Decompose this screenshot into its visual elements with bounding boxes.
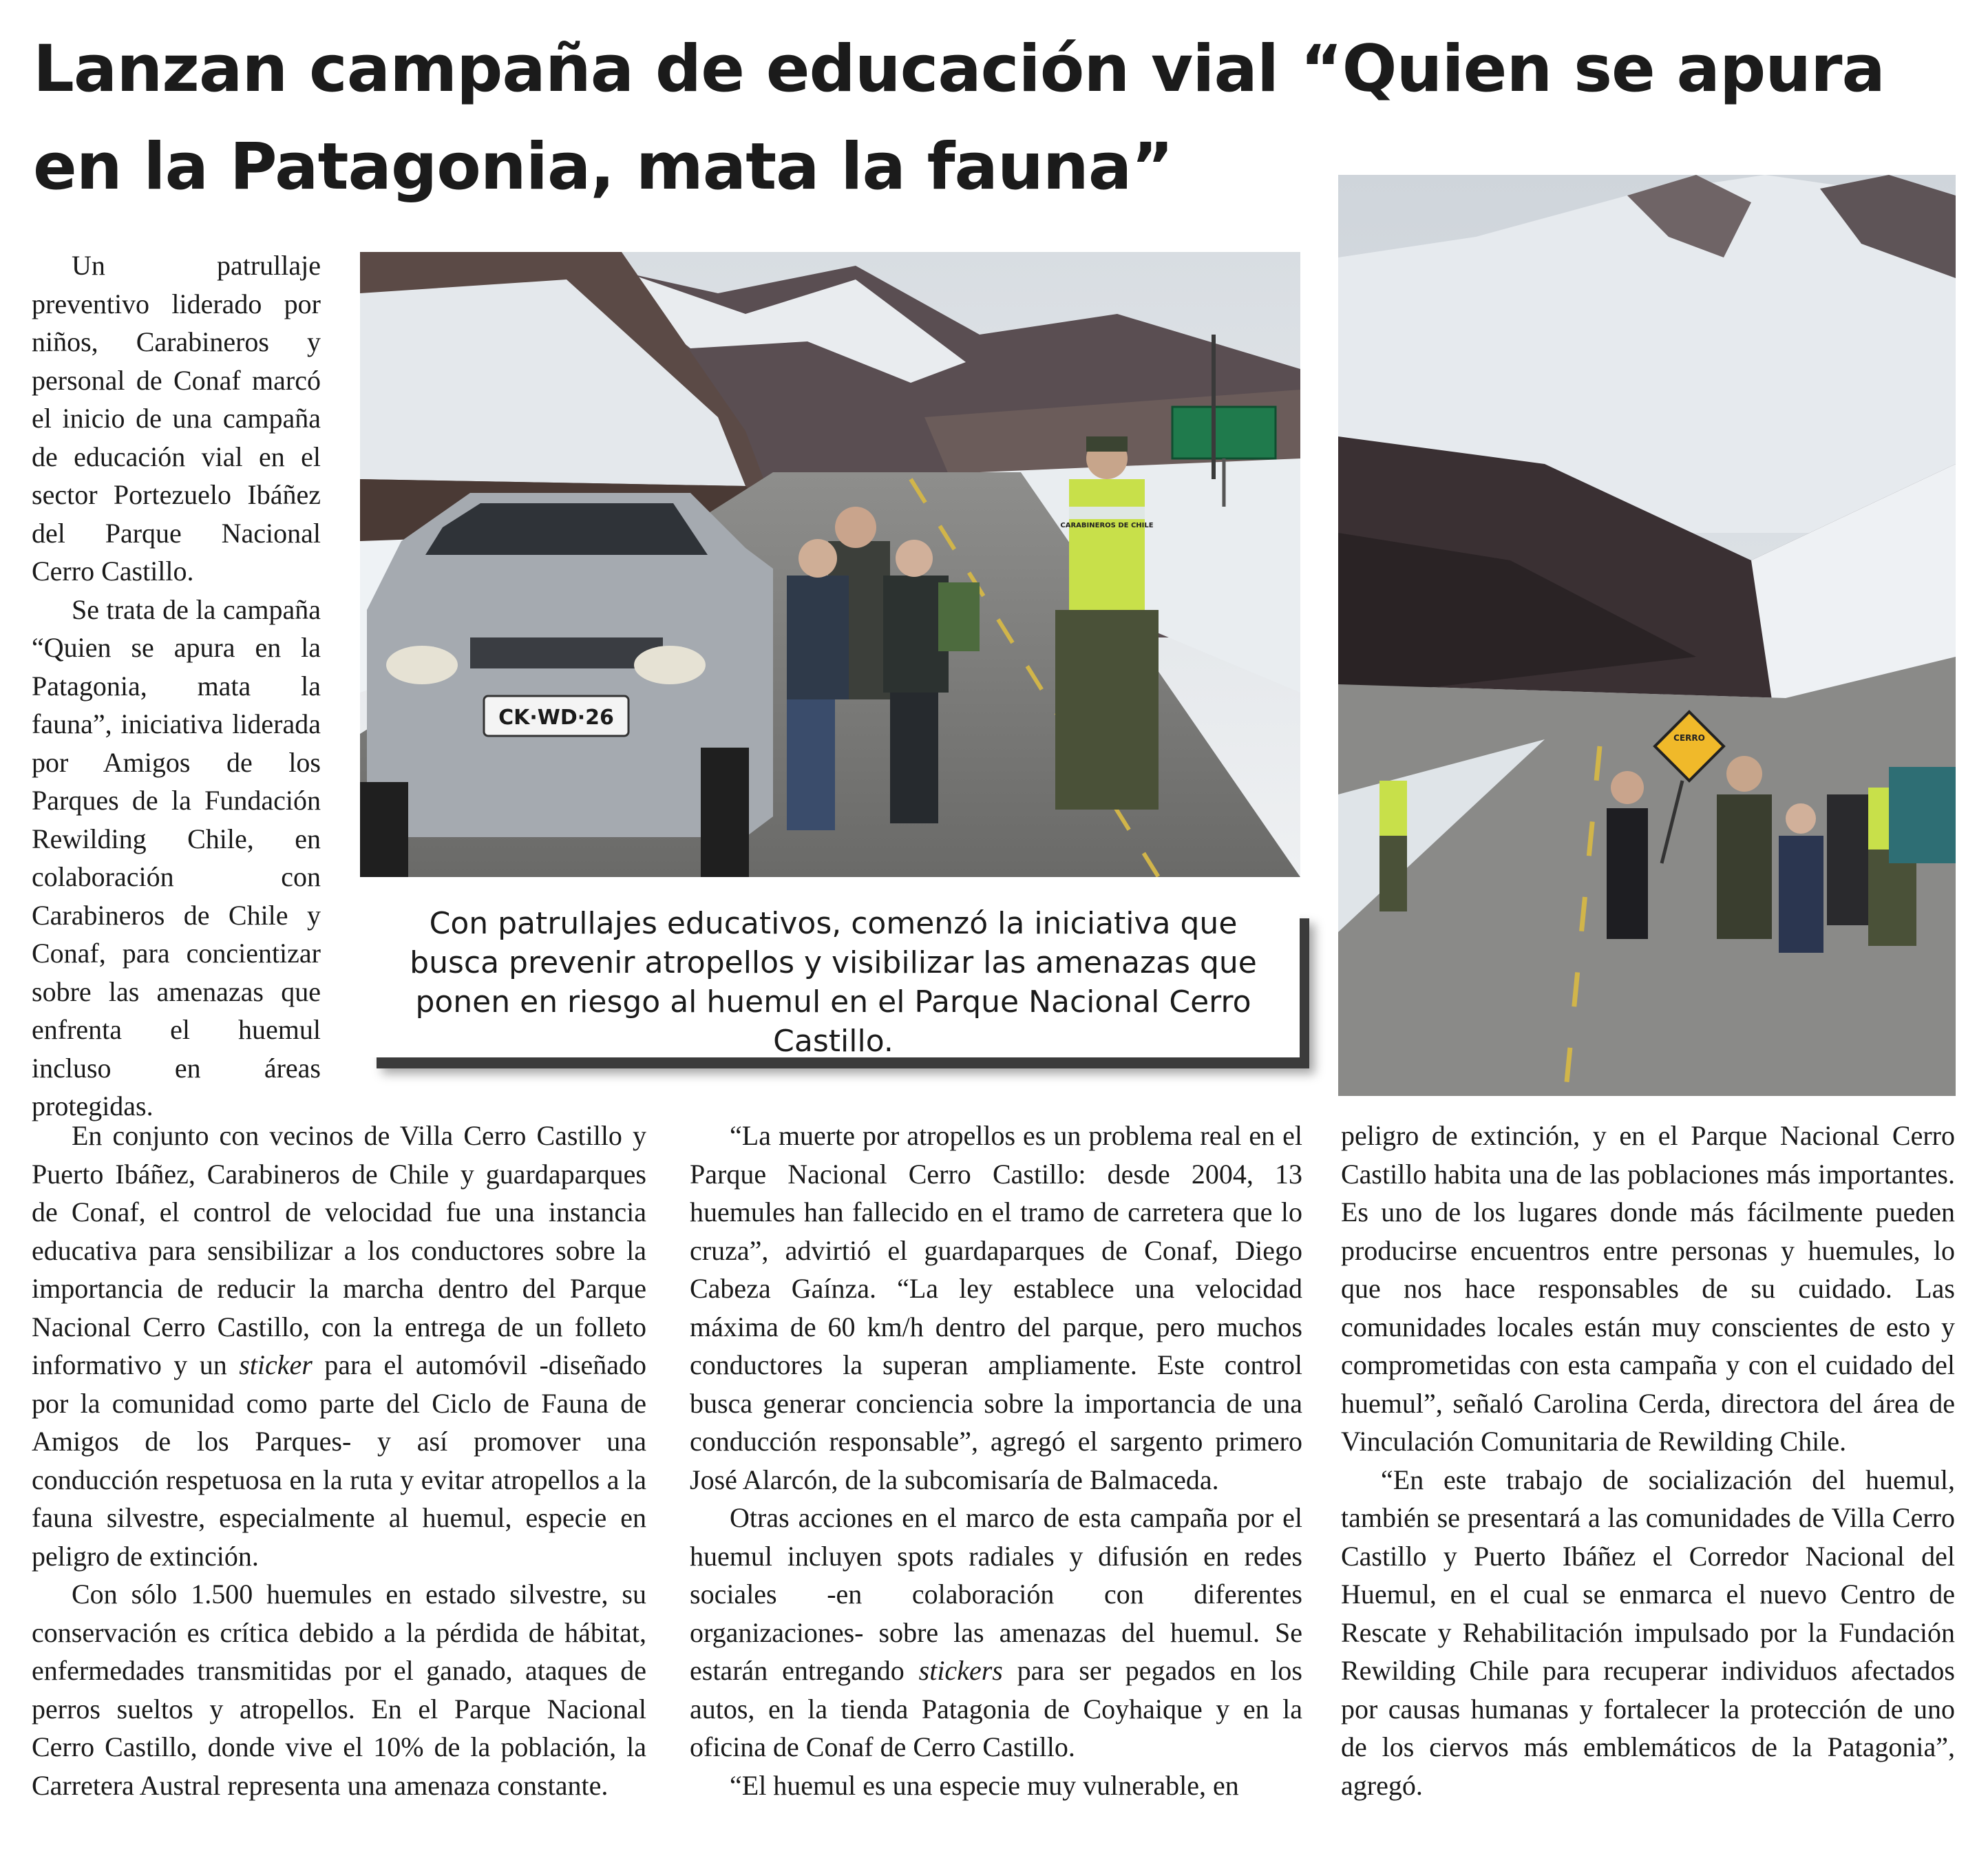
- column-1-lower: [32, 1117, 646, 1846]
- right-photo: [1338, 175, 1956, 1096]
- license-plate-text: CK·WD·26: [498, 706, 614, 730]
- column-1-upper: [32, 246, 321, 1121]
- column-3: [1341, 1117, 1955, 1846]
- photo-caption-box: [367, 907, 1300, 1057]
- paragraph: “En este trabajo de socialización del huemul, también se presentará a las comunidades de Villa Cerro Castillo y Puerto Ibáñez el Corredor Nacional del Huemul, en el cual se enmarca el nuevo Centro de Rescate y Rehabilitación impulsado por la Fundación Rewilding Chile para recuperar individuos afectados por causas humanas y fortalecer la protección de uno de los ciervos más emblemáticos de la Patagonia”, agregó.: [1341, 1464, 1955, 1801]
- sign-text: CERRO: [1673, 733, 1705, 743]
- paragraph: “La muerte por atropellos es un problema real en el Parque Nacional Cerro Castillo: desde 2004, 13 huemules han fallecido en el tramo de carretera que lo cruza”, advirtió el guardaparques de Conaf, Diego Cabeza Gaínza. “La ley establece una velocidad máxima de 60 km/h dentro del parque, pero muchos conductores la superan ampliamente. Este control busca generar conciencia sobre la importancia de una conducción responsable”, agregó el sargento primero José Alarcón, de la subcomisaría de Balmaceda.: [690, 1120, 1302, 1495]
- column-2: [690, 1117, 1302, 1846]
- paragraph: En conjunto con vecinos de Villa Cerro Castillo y Puerto Ibáñez, Carabineros de Chile y guardaparques de Conaf, el control de velocidad fue una instancia educativa para sensibilizar a los conductores sobre la importancia de reducir la marcha dentro del Parque Nacional Cerro Castillo, con la entrega de un folleto informativo y un sticker para el automóvil -diseñado por la comunidad como parte del Ciclo de Fauna de Amigos de los Parques- y así promover una conducción respetuosa en la ruta y evitar atropellos a la fauna silvestre, especialmente al huemul, especie en peligro de extinción.: [32, 1120, 646, 1572]
- vest-text: CARABINEROS DE CHILE: [1060, 522, 1154, 529]
- paragraph: Un patrullaje preventivo liderado por niños, Carabineros y personal de Conaf marcó el inicio de una campaña de educación vial en el sector Portezuelo Ibáñez del Parque Nacional Cerro Castillo.: [32, 250, 321, 587]
- paragraph: “El huemul es una especie muy vulnerable, en: [730, 1769, 1239, 1801]
- main-photo: [360, 252, 1300, 877]
- paragraph: Con sólo 1.500 huemules en estado silvestre, su conservación es crítica debido a la pérdida de hábitat, enfermedades transmitidas por el ganado, ataques de perros sueltos y atropellos. En el Parque Nacional Cerro Castillo, donde vive el 10% de la población, la Carretera Austral representa una amenaza constante.: [32, 1579, 646, 1801]
- headline: Lanzan campaña de educación vial “Quien se apura en la Patagonia, mata la fauna”: [33, 32, 1885, 204]
- photo-caption: Con patrullajes educativos, comenzó la iniciativa que busca prevenir atropellos y visibilizar las amenazas que ponen en riesgo al huemul en el Parque Nacional Cerro Castillo.: [410, 906, 1257, 1059]
- paragraph: Otras acciones en el marco de esta campaña por el huemul incluyen spots radiales y difusión en redes sociales -en colaboración con diferentes organizaciones- sobre las amenazas del huemul. Se estarán entregando stickers para ser pegados en los autos, en la tienda Patagonia de Coyhaique y en la oficina de Conaf de Cerro Castillo.: [690, 1502, 1302, 1762]
- paragraph: peligro de extinción, y en el Parque Nacional Cerro Castillo habita una de las poblaciones más importantes. Es uno de los lugares donde más fácilmente pueden producirse encuentros entre personas y huemules, lo que nos hace responsables de su cuidado. Las comunidades locales están muy conscientes de esto y comprometidas con esta campaña y con el cuidado del huemul”, señaló Carolina Cerda, directora del área de Vinculación Comunitaria de Rewilding Chile.: [1341, 1120, 1955, 1457]
- paragraph: Se trata de la campaña “Quien se apura en la Patagonia, mata la fauna”, iniciativa liderada por Amigos de los Parques de la Fundación Rewilding Chile, en colaboración con Carabineros de Chile y Conaf, para concientizar sobre las amenazas que enfrenta el huemul incluso en áreas protegidas.: [32, 593, 321, 1121]
